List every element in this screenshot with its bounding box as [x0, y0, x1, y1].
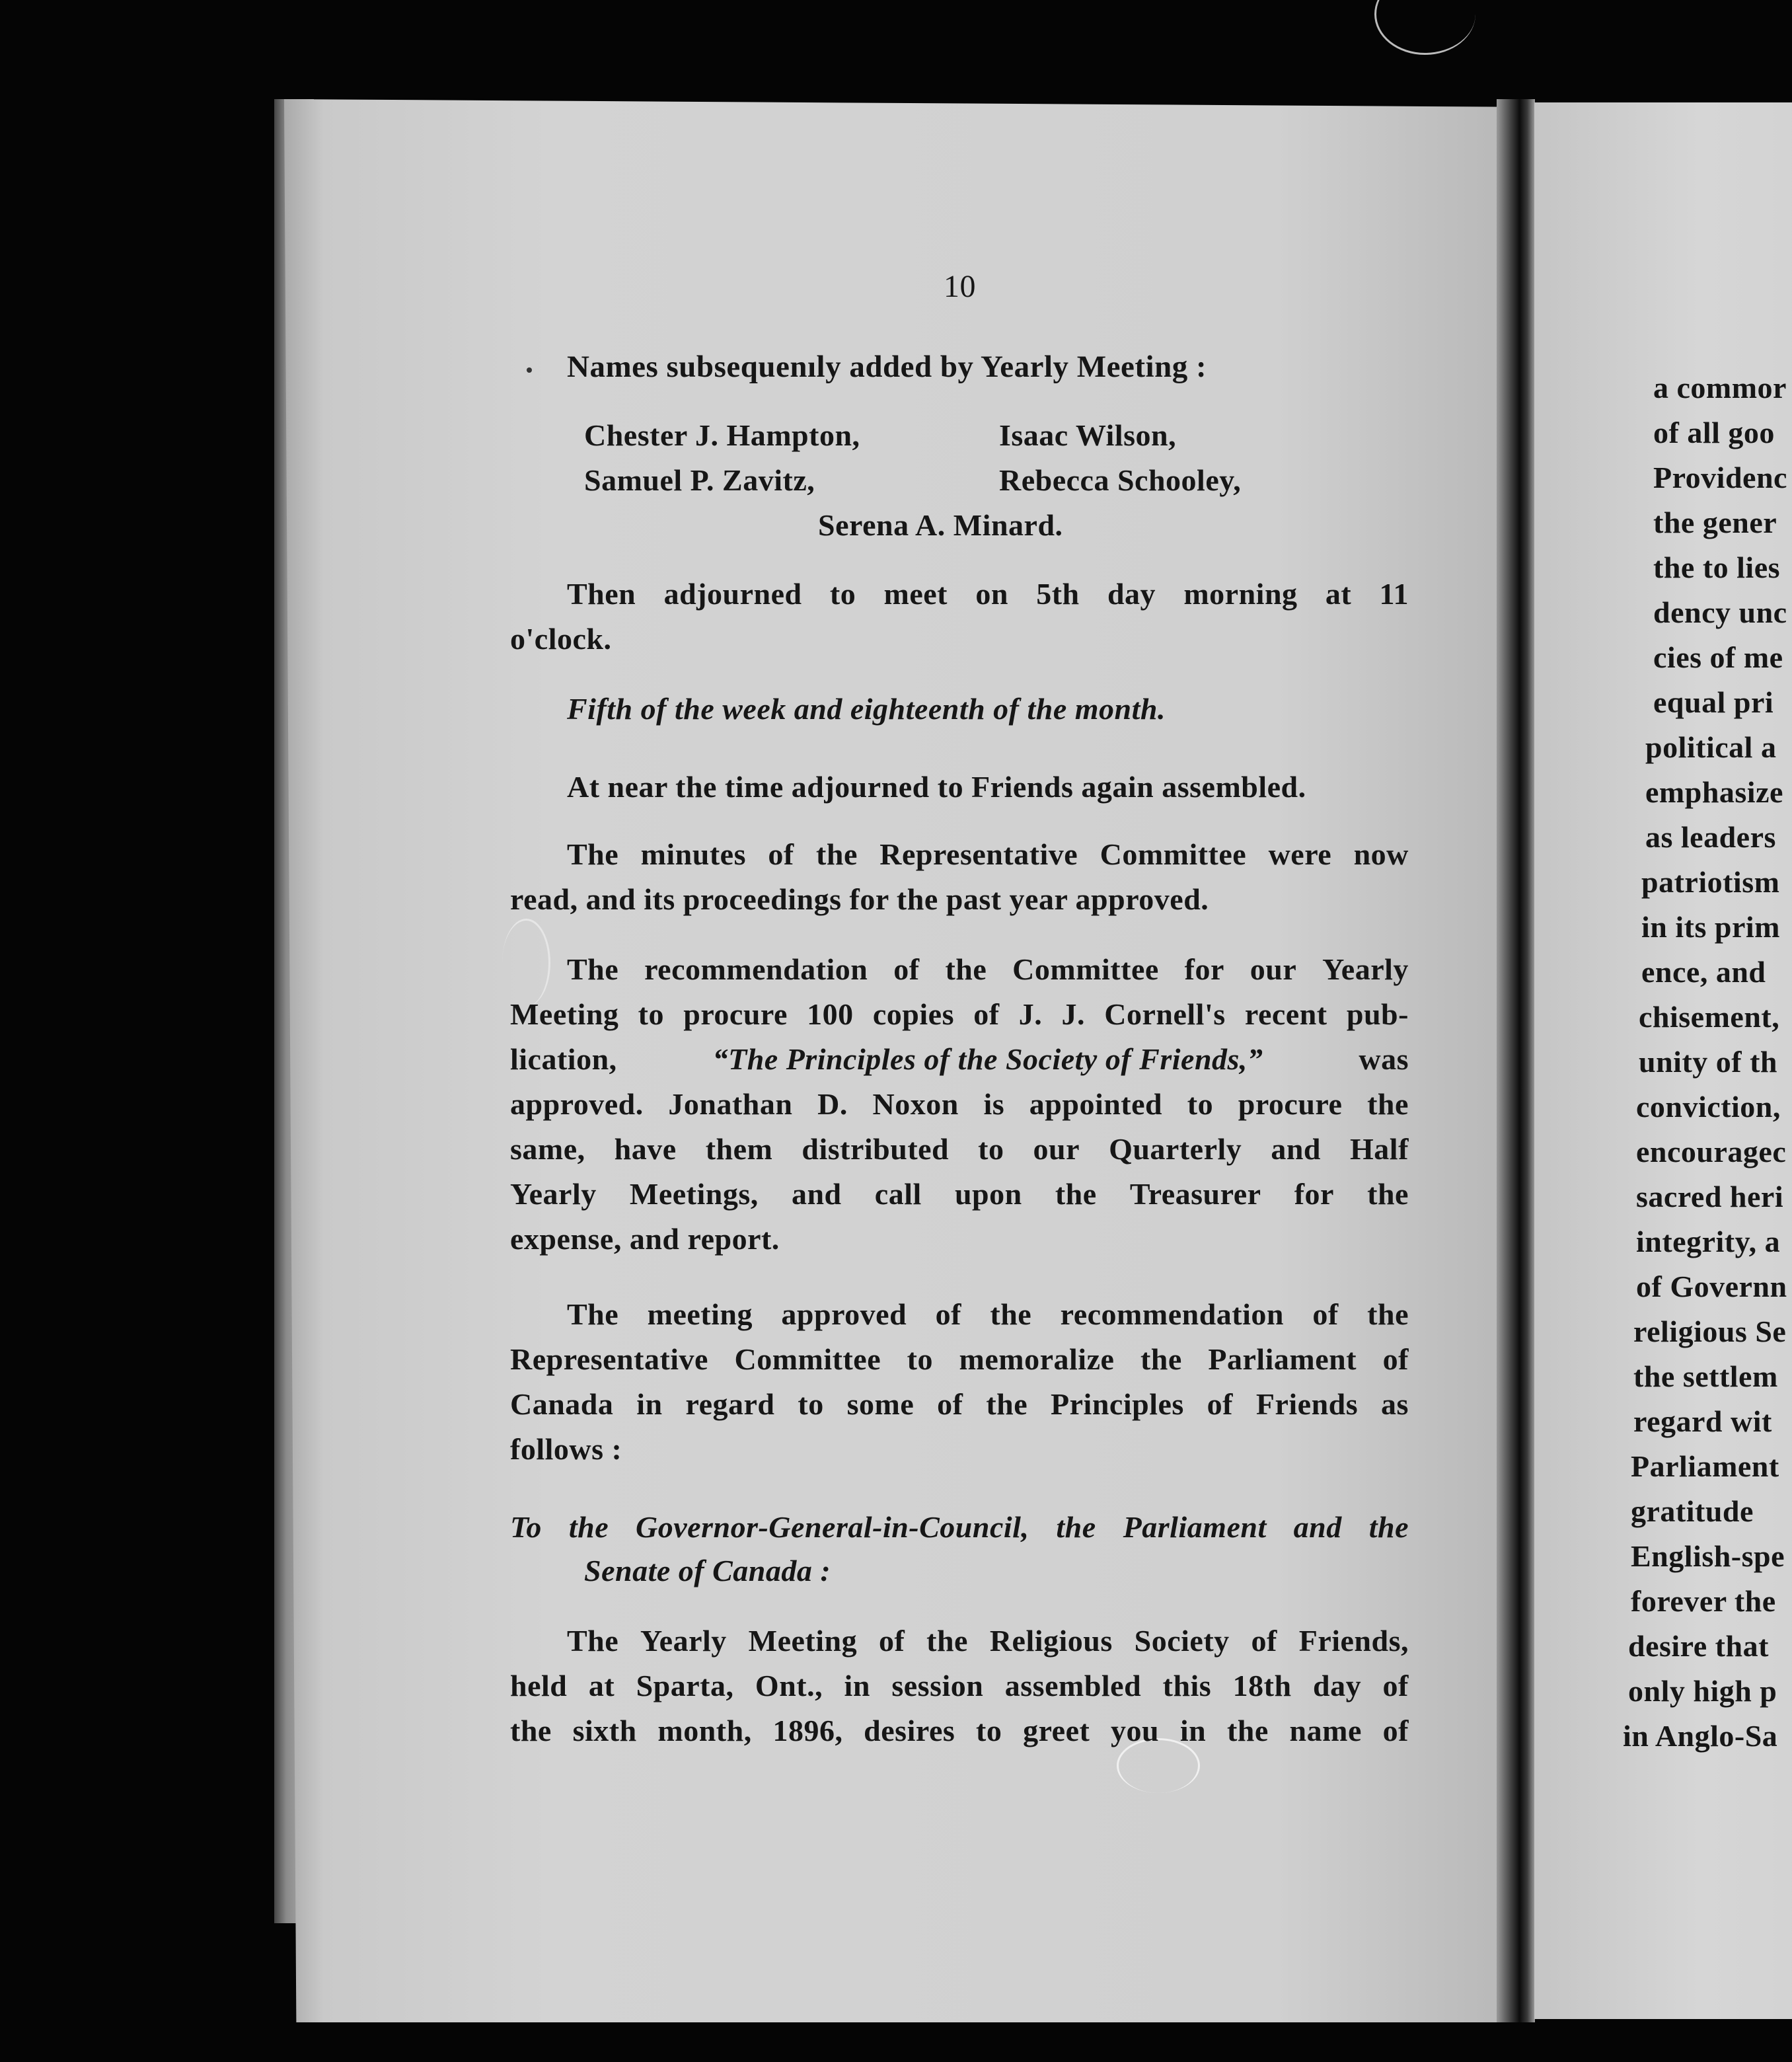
word: at	[588, 1669, 615, 1702]
right-line: equal pri	[1653, 685, 1774, 719]
right-line: encouragec	[1636, 1135, 1787, 1168]
right-line: Parliament	[1631, 1449, 1779, 1483]
word: were	[1268, 837, 1332, 871]
word: you	[1111, 1714, 1160, 1747]
name-serena-minard: Serena A. Minard.	[818, 508, 1063, 542]
word: was	[1359, 1042, 1409, 1076]
memorial-line-4: follows :	[510, 1432, 622, 1466]
word: assembled	[1004, 1669, 1142, 1702]
word: desires	[864, 1714, 955, 1747]
name-samuel-zavitz: Samuel P. Zavitz,	[584, 463, 815, 497]
film-scratch	[1374, 0, 1475, 55]
word: J.	[1061, 997, 1086, 1031]
right-line: unity of th	[1639, 1045, 1777, 1079]
word: the	[1226, 1714, 1269, 1747]
word: Cornell's	[1104, 997, 1226, 1031]
word: month,	[657, 1714, 752, 1747]
word: in	[844, 1669, 870, 1702]
word: Then	[567, 577, 636, 611]
recommendation-line-6	[510, 1176, 1409, 1211]
word: for	[1184, 952, 1224, 986]
bullet-mark	[527, 367, 532, 373]
right-line: a commor	[1653, 371, 1787, 404]
adjourn-line-1	[567, 576, 1409, 611]
word: Committee	[1012, 952, 1159, 986]
greeting-line-1	[567, 1623, 1409, 1658]
right-line: only high p	[1628, 1674, 1777, 1708]
word: for	[1294, 1177, 1334, 1211]
word: The	[567, 1624, 619, 1658]
word: procure	[683, 997, 788, 1031]
word: of	[1382, 1669, 1409, 1702]
word: upon	[954, 1177, 1022, 1211]
word: of	[937, 1387, 963, 1421]
word: to	[976, 1714, 1002, 1747]
word: day	[1313, 1669, 1362, 1702]
word: 11	[1379, 577, 1409, 611]
recommendation-line-3	[510, 1042, 1409, 1077]
word: held	[510, 1669, 568, 1702]
word: copies	[872, 997, 954, 1031]
minutes-line-2: read, and its proceedings for the past year approved.	[510, 882, 1209, 916]
word: Friends,	[1298, 1624, 1409, 1658]
word: of	[973, 997, 1000, 1031]
word: of	[1312, 1297, 1339, 1331]
word: Meeting	[748, 1624, 858, 1658]
right-line: English-spe	[1631, 1539, 1785, 1573]
names-heading: Names subsequenıly added by Yearly Meeting :	[567, 350, 1207, 384]
right-line: desire that	[1628, 1629, 1769, 1663]
word: in	[636, 1387, 663, 1421]
right-line: sacred heri	[1636, 1180, 1784, 1213]
word: this	[1162, 1669, 1212, 1702]
recommendation-line-4	[510, 1087, 1409, 1122]
word: The	[567, 1297, 619, 1331]
recommendation-line-2	[510, 997, 1409, 1032]
word: the	[990, 1297, 1032, 1331]
word: distributed	[802, 1132, 950, 1166]
word: the	[986, 1387, 1028, 1421]
memorial-line-2	[510, 1342, 1409, 1377]
word: the	[1367, 1177, 1409, 1211]
word: recommendation	[1060, 1297, 1284, 1331]
word: is	[983, 1087, 1005, 1121]
address-line-1	[510, 1509, 1409, 1545]
page-number: 10	[944, 269, 976, 304]
right-line: conviction,	[1636, 1090, 1781, 1124]
word: Treasurer	[1129, 1177, 1261, 1211]
right-line: Providenc	[1653, 461, 1787, 494]
right-line: of Governn	[1636, 1270, 1787, 1303]
word: Religious	[989, 1624, 1113, 1658]
word: day	[1107, 577, 1156, 611]
word: the	[568, 1510, 609, 1544]
word: to	[978, 1132, 1004, 1166]
greeting-line-2	[510, 1668, 1409, 1703]
right-line: emphasize	[1645, 775, 1783, 809]
memorial-line-3	[510, 1387, 1409, 1422]
word: now	[1353, 837, 1409, 871]
right-line: cies of me	[1653, 640, 1783, 674]
word: the	[510, 1714, 552, 1747]
word: regard	[685, 1387, 775, 1421]
word: Meeting	[510, 997, 619, 1031]
word: in	[1179, 1714, 1207, 1747]
word: call	[874, 1177, 922, 1211]
word: and	[791, 1177, 842, 1211]
word: some	[846, 1387, 915, 1421]
right-line: ence, and	[1641, 955, 1766, 989]
word: appointed	[1029, 1087, 1163, 1121]
word: minutes	[640, 837, 746, 871]
word: the	[1367, 1297, 1409, 1331]
word: memoralize	[959, 1342, 1115, 1376]
word: Quarterly	[1109, 1132, 1242, 1166]
right-line: in its prim	[1641, 910, 1780, 944]
word: Ont.,	[755, 1669, 823, 1702]
word: The	[567, 952, 619, 986]
word: Canada	[510, 1387, 614, 1421]
word: pub-	[1346, 997, 1409, 1031]
word: at	[1325, 577, 1352, 611]
word: Half	[1350, 1132, 1409, 1166]
word: of	[878, 1624, 905, 1658]
word: of	[1251, 1624, 1277, 1658]
recommendation-line-1	[567, 952, 1409, 987]
word: sixth	[572, 1714, 637, 1747]
word: Principles	[1051, 1387, 1184, 1421]
word: the	[1055, 1177, 1097, 1211]
word: D.	[817, 1087, 848, 1121]
book-title: “The Principles of the Society of Friends,”	[712, 1042, 1263, 1076]
word: to	[638, 997, 664, 1031]
right-line: the to lies	[1653, 551, 1781, 584]
word: as	[1381, 1387, 1409, 1421]
word: our	[1250, 952, 1297, 986]
right-line: dency unc	[1653, 595, 1787, 629]
book-gutter	[1497, 99, 1535, 2022]
word: Meetings,	[629, 1177, 759, 1211]
word: Society	[1134, 1624, 1230, 1658]
word: Yearly	[510, 1177, 597, 1211]
right-line: integrity, a	[1636, 1225, 1781, 1258]
word: them	[705, 1132, 773, 1166]
word: the	[945, 952, 987, 986]
word: greet	[1023, 1714, 1090, 1747]
word: same,	[510, 1132, 585, 1166]
word: Committee	[1100, 837, 1247, 871]
word: morning	[1183, 577, 1298, 611]
right-line: religious Se	[1633, 1315, 1787, 1348]
recommendation-line-7: expense, and report.	[510, 1222, 780, 1256]
word: Yearly	[640, 1624, 727, 1658]
word: of	[893, 952, 920, 986]
word: to	[1187, 1087, 1214, 1121]
word: approved.	[510, 1087, 644, 1121]
word: Representative	[510, 1342, 708, 1376]
right-line: patriotism	[1641, 865, 1780, 899]
word: Governor-General-in-Council,	[636, 1510, 1029, 1544]
word: our	[1033, 1132, 1080, 1166]
word: J.	[1018, 997, 1043, 1031]
word: the	[816, 837, 858, 871]
right-line: chisement,	[1639, 1000, 1780, 1034]
minutes-line-1	[567, 837, 1409, 872]
word: to	[829, 577, 856, 611]
word: and	[1271, 1132, 1321, 1166]
word: procure	[1238, 1087, 1343, 1121]
word: 5th	[1036, 577, 1080, 611]
word: 100	[807, 997, 854, 1031]
right-line: forever the	[1631, 1584, 1776, 1618]
word: and	[1293, 1510, 1342, 1544]
word: Sparta,	[636, 1669, 734, 1702]
word: of	[935, 1297, 961, 1331]
right-line: in Anglo-Sa	[1623, 1719, 1778, 1753]
word: have	[614, 1132, 677, 1166]
right-line: gratitude	[1631, 1494, 1754, 1528]
word: the	[1368, 1510, 1409, 1544]
word: recommendation	[644, 952, 868, 986]
assembled-paragraph: At near the time adjourned to Friends again assembled.	[567, 770, 1306, 804]
word: of	[1382, 1714, 1409, 1747]
word: on	[975, 577, 1008, 611]
word: of	[1382, 1342, 1409, 1376]
word: To	[510, 1510, 542, 1544]
word: Committee	[734, 1342, 881, 1376]
name-chester-hampton: Chester J. Hampton,	[584, 418, 860, 452]
word: 18th	[1232, 1669, 1292, 1702]
right-line: the settlem	[1633, 1359, 1778, 1393]
word: lication,	[510, 1042, 617, 1076]
fifth-day-heading: Fifth of the week and eighteenth of the month.	[567, 692, 1166, 726]
word: the	[926, 1624, 968, 1658]
word: meeting	[647, 1297, 753, 1331]
word: Jonathan	[668, 1087, 793, 1121]
word: Friends	[1255, 1387, 1359, 1421]
word: 1896,	[772, 1714, 843, 1747]
word: The	[567, 837, 619, 871]
word: of	[1207, 1387, 1233, 1421]
name-isaac-wilson: Isaac Wilson,	[999, 418, 1177, 452]
word: the	[1367, 1087, 1409, 1121]
word: recent	[1244, 997, 1327, 1031]
right-line: as leaders	[1645, 820, 1776, 854]
word: to	[907, 1342, 933, 1376]
address-line-2: Senate of Canada :	[584, 1554, 831, 1587]
word: Representative	[879, 837, 1078, 871]
word: Yearly	[1322, 952, 1409, 986]
greeting-line-3	[510, 1713, 1409, 1748]
memorial-line-1	[567, 1297, 1409, 1332]
word: of	[768, 837, 794, 871]
recommendation-line-5	[510, 1131, 1409, 1166]
word: adjourned	[663, 577, 802, 611]
film-scratch	[502, 919, 550, 1007]
word: session	[891, 1669, 984, 1702]
right-line: political a	[1645, 730, 1777, 764]
adjourn-line-2: o'clock.	[510, 622, 612, 656]
word: the	[1056, 1510, 1096, 1544]
word: name	[1289, 1714, 1362, 1747]
word: meet	[883, 577, 948, 611]
word: to	[798, 1387, 824, 1421]
name-rebecca-schooley: Rebecca Schooley,	[999, 463, 1242, 497]
word: Parliament	[1123, 1510, 1267, 1544]
word: the	[1140, 1342, 1182, 1376]
right-line: regard wit	[1633, 1404, 1772, 1438]
word: Parliament	[1208, 1342, 1357, 1376]
word: approved	[781, 1297, 907, 1331]
right-line: of all goo	[1653, 416, 1775, 449]
word: Noxon	[872, 1087, 959, 1121]
right-line: the gener	[1653, 506, 1777, 539]
